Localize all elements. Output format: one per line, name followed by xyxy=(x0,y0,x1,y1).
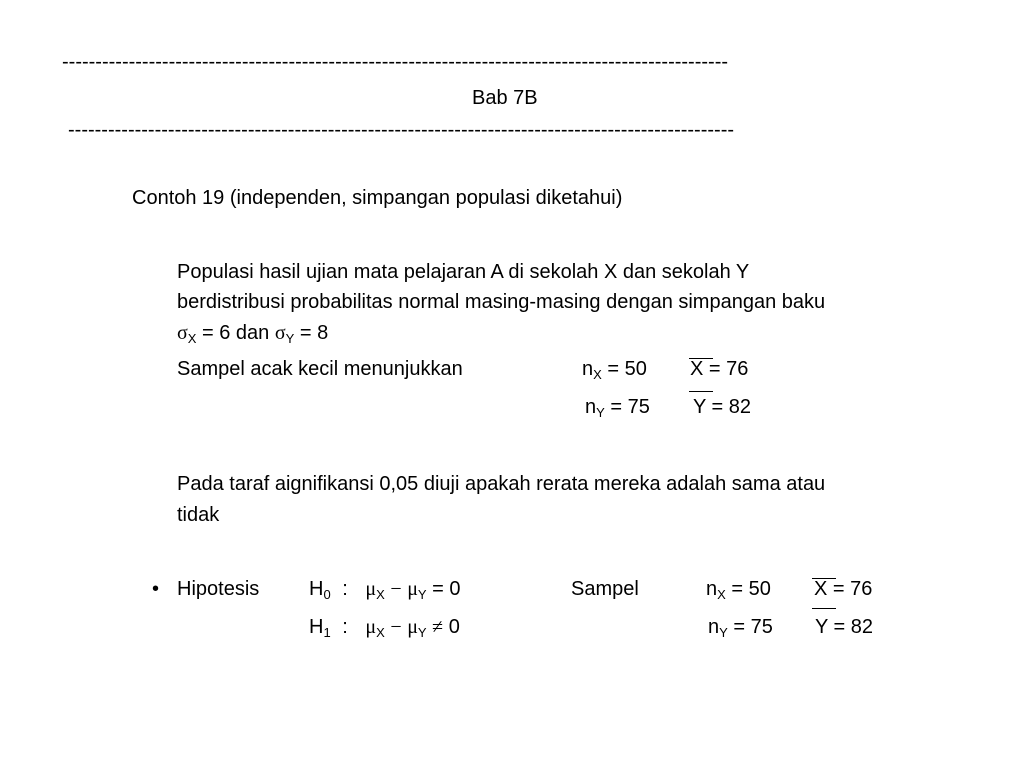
page-title: Bab 7B xyxy=(472,87,538,109)
paragraph-2-line-2: tidak xyxy=(177,504,220,526)
sigma-y-subscript: Y xyxy=(285,331,295,346)
nx-subscript: X xyxy=(717,587,726,602)
h0-colon: : xyxy=(342,578,348,600)
paragraph-1-line-1: Populasi hasil ujian mata pelajaran A di sekolah X dan sekolah Y xyxy=(177,261,750,283)
hypothesis-nx xyxy=(706,577,771,601)
mu-y-subscript: Y xyxy=(417,625,427,640)
sample-ny xyxy=(585,395,650,419)
nx-value: = 50 xyxy=(607,358,647,380)
h1-rhs: 0 xyxy=(448,616,460,638)
sample-ybar: Y = 82 xyxy=(693,396,752,418)
example-heading: Contoh 19 (independen, simpangan populasi diketahui) xyxy=(132,187,623,209)
hypothesis-xbar: X = 76 xyxy=(814,578,873,600)
n-symbol: n xyxy=(708,616,720,638)
ny-value: = 75 xyxy=(733,616,773,638)
n-symbol: n xyxy=(706,578,718,600)
h1-subscript: 1 xyxy=(323,625,331,640)
header-rule-top: ---------------------------------------------------------------------------------------------------- xyxy=(62,51,729,73)
hypothesis-sample-label: Sampel xyxy=(571,578,639,600)
not-equal-symbol: ≠ xyxy=(432,616,444,638)
mu-symbol: μ xyxy=(365,578,377,600)
header-rule-bottom: ---------------------------------------------------------------------------------------------------- xyxy=(68,119,735,141)
mu-x-subscript: X xyxy=(376,625,385,640)
mu-symbol: μ xyxy=(407,578,418,600)
sigma-x-subscript: X xyxy=(187,331,197,346)
h1-colon: : xyxy=(342,616,348,638)
sigma-symbol: σ xyxy=(274,322,286,344)
paragraph-2-line-1: Pada taraf aignifikansi 0,05 diuji apakah rerata mereka adalah sama atau xyxy=(177,473,826,495)
ny-subscript: Y xyxy=(596,405,605,420)
mu-y-subscript: Y xyxy=(417,587,427,602)
n-symbol: n xyxy=(585,396,597,418)
nx-subscript: X xyxy=(593,367,602,382)
sigma-line xyxy=(177,321,328,345)
nx-value: = 50 xyxy=(731,578,771,600)
sigma-symbol: σ xyxy=(177,322,188,344)
sample-nx xyxy=(582,357,647,381)
sigma-y-value: = 8 xyxy=(299,322,329,344)
mu-symbol: μ xyxy=(365,616,377,638)
h1-line xyxy=(309,615,460,639)
sigma-x-value: = 6 dan xyxy=(202,322,270,344)
ny-subscript: Y xyxy=(719,625,728,640)
hypothesis-label: Hipotesis xyxy=(177,578,260,600)
sample-xbar: X = 76 xyxy=(690,358,749,380)
ybar-overline xyxy=(689,391,713,392)
h0-line xyxy=(309,577,461,601)
bullet-icon: • xyxy=(152,578,160,600)
ybar-overline xyxy=(812,608,836,609)
minus-symbol: − xyxy=(390,616,402,638)
sample-label: Sampel acak kecil menunjukkan xyxy=(177,358,463,380)
h1-letter: H xyxy=(309,616,324,638)
h0-letter: H xyxy=(309,578,324,600)
hypothesis-ybar: Y = 82 xyxy=(815,616,874,638)
minus-symbol: − xyxy=(390,578,402,600)
paragraph-1-line-2: berdistribusi probabilitas normal masing-masing dengan simpangan baku xyxy=(177,291,826,313)
h0-rhs: = 0 xyxy=(432,578,461,600)
hypothesis-ny xyxy=(708,615,773,639)
n-symbol: n xyxy=(582,358,594,380)
ny-value: = 75 xyxy=(610,396,650,418)
mu-x-subscript: X xyxy=(376,587,385,602)
h0-subscript: 0 xyxy=(323,587,331,602)
mu-symbol: μ xyxy=(407,616,418,638)
